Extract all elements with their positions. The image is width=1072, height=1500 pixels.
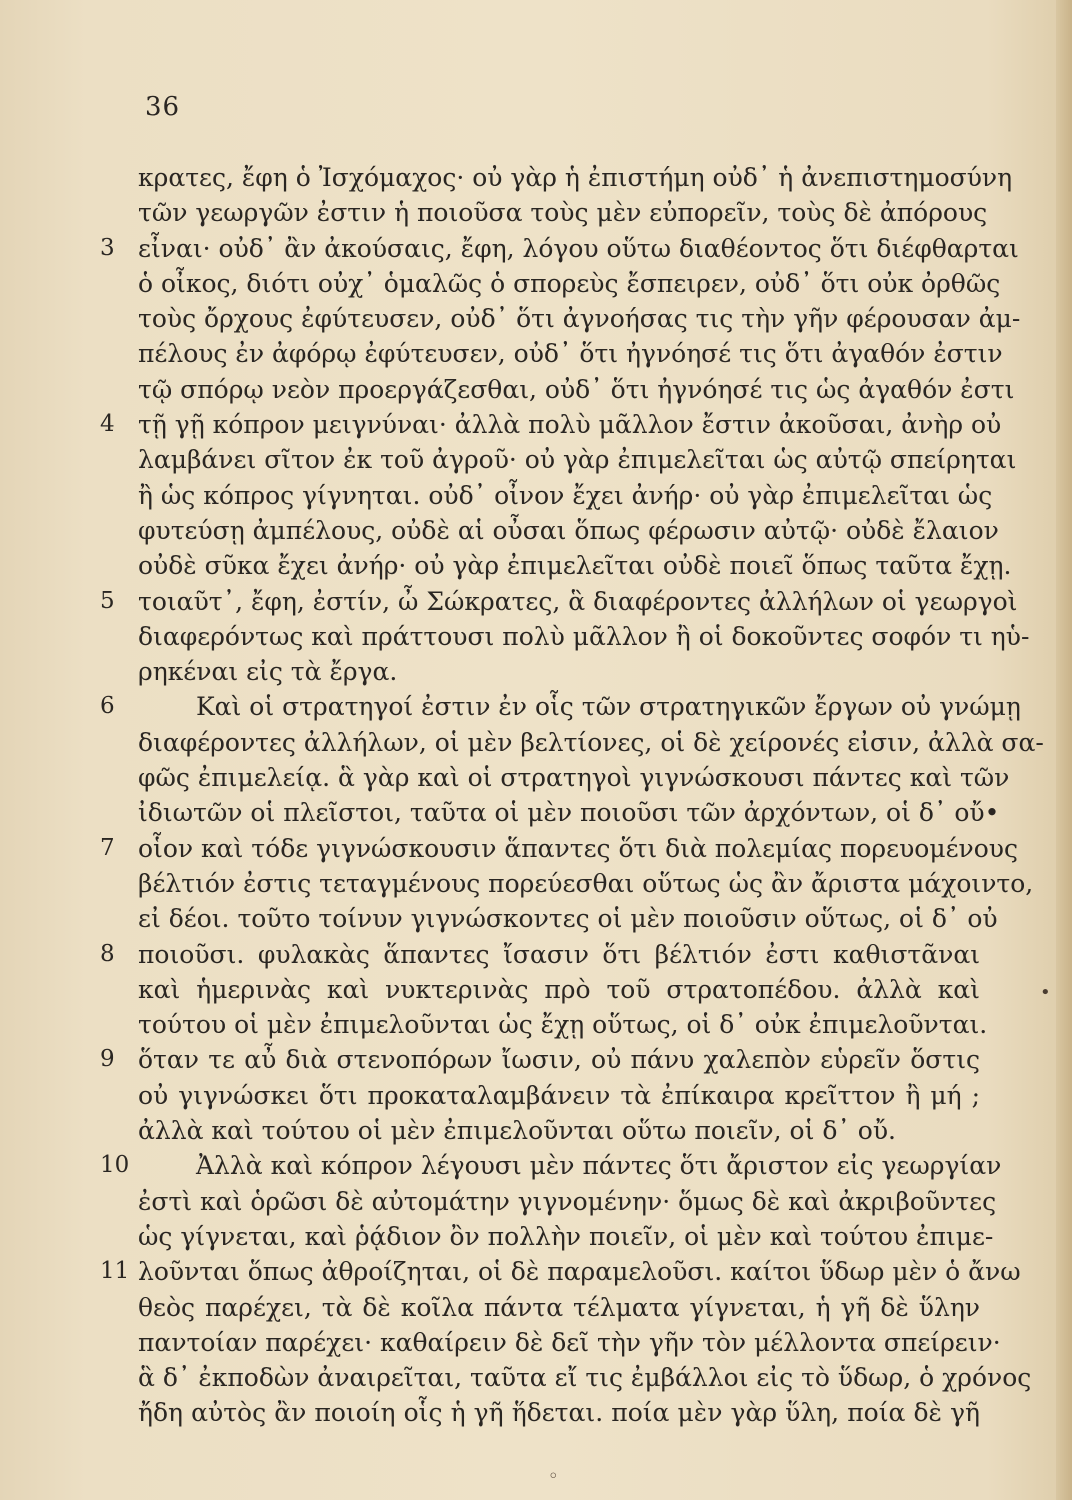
page-edge [1056, 0, 1072, 1500]
line-text: ἤδη αὐτὸς ἂν ποιοίη οἷς ἡ γῆ ἥδεται. ποία μὲν γὰρ ὕλη, ποία δὲ γῆ [138, 1398, 980, 1428]
line-text: Καὶ οἱ στρατηγοί ἐστιν ἐν οἷς τῶν στρατηγικῶν ἔργων οὐ γνώμῃ [196, 692, 1021, 722]
text-line [100, 831, 1018, 866]
text-line [100, 407, 1002, 442]
line-text: τῇ γῇ κόπρον μειγνύναι· ἀλλὰ πολὺ μᾶλλον ἔστιν ἀκοῦσαι, ἀνὴρ οὐ [138, 410, 1002, 440]
section-number: 4 [100, 411, 115, 438]
text-line [100, 1254, 1021, 1289]
line-text: εἶναι· οὐδ᾽ ἂν ἀκούσαις, ἔφη, λόγου οὕτω διαθέοντος ὅτι διέφθαρται [138, 233, 1019, 263]
section-number: 11 [100, 1258, 130, 1285]
section-number: 7 [100, 834, 115, 861]
text-line [100, 513, 999, 548]
text-line [100, 1395, 980, 1430]
line-text: ποιοῦσι. φυλακὰς ἅπαντες ἴσασιν ὅτι βέλτιόν ἐστι καθιστᾶναι [138, 939, 980, 969]
line-text: ἐστὶ καὶ ὁρῶσι δὲ αὐτομάτην γιγνομένην· ὅμως δὲ καὶ ἀκριβοῦντες [138, 1186, 997, 1216]
section-number: 3 [100, 234, 115, 261]
line-text: λοῦνται ὅπως ἀθροίζηται, οἱ δὲ παραμελοῦσι. καίτοι ὕδωρ μὲν ὁ ἄνω [138, 1257, 1021, 1287]
line-text: ἰδιωτῶν οἱ πλεῖστοι, ταῦτα οἱ μὲν ποιοῦσι τῶν ἀρχόντων, οἱ δ᾽ οὔ• [138, 798, 1000, 828]
text-line [100, 1184, 997, 1219]
stray-mark: ◦ [548, 1466, 559, 1487]
line-text: βέλτιόν ἐστις τεταγμένους πορεύεσθαι οὕτως ὡς ἂν ἄριστα μάχοιντο, [138, 868, 1034, 898]
text-line [100, 231, 1019, 266]
text-line [100, 1113, 980, 1148]
section-number: 8 [100, 940, 115, 967]
text-line [100, 725, 1044, 760]
text-line [100, 195, 988, 230]
text-line [100, 689, 1021, 724]
line-text: Ἀλλὰ καὶ κόπρον λέγουσι μὲν πάντες ὅτι ἄριστον εἰς γεωργίαν [196, 1151, 1002, 1181]
text-line [100, 972, 980, 1007]
line-text: φυτεύσῃ ἀμπέλους, οὐδὲ αἱ οὖσαι ὅπως φέρωσιν αὐτῷ· οὐδὲ ἔλαιον [138, 515, 999, 545]
text-line [100, 937, 980, 972]
page-number: 36 [145, 92, 181, 122]
text-line [100, 442, 1017, 477]
line-text: εἰ δέοι. τοῦτο τοίνυν γιγνώσκοντες οἱ μὲν ποιοῦσιν οὕτως, οἱ δ᾽ οὐ [138, 904, 998, 934]
text-line [100, 336, 1003, 371]
text-line [100, 478, 993, 513]
line-text: ὁ οἶκος, διότι οὐχ᾽ ὁμαλῶς ὁ σπορεὺς ἔσπειρεν, οὐδ᾽ ὅτι οὐκ ὀρθῶς [138, 268, 1001, 298]
line-text: πέλους ἐν ἀφόρῳ ἐφύτευσεν, οὐδ᾽ ὅτι ἠγνόησέ τις ὅτι ἀγαθόν ἐστιν [138, 339, 1003, 369]
text-line [100, 372, 1015, 407]
text-line [100, 1325, 1001, 1360]
text-line [100, 1360, 1032, 1395]
line-text: ἢ ὡς κόπρος γίγνηται. οὐδ᾽ οἶνον ἔχει ἀνήρ· οὐ γὰρ ἐπιμελεῖται ὡς [138, 480, 993, 510]
text-line [100, 584, 1018, 619]
text-line [100, 619, 1030, 654]
line-text: ρηκέναι εἰς τὰ ἔργα. [138, 657, 398, 687]
text-line [100, 1042, 980, 1077]
text-line [100, 548, 1012, 583]
line-text: ἃ δ᾽ ἐκποδὼν ἀναιρεῖται, ταῦτα εἴ τις ἐμβάλλοι εἰς τὸ ὕδωρ, ὁ χρόνος [138, 1363, 1032, 1393]
section-number: 9 [100, 1046, 115, 1073]
line-text: οὐ γιγνώσκει ὅτι προκαταλαμβάνειν τὰ ἐπίκαιρα κρεῖττον ἢ μή ; [138, 1080, 980, 1110]
line-text: διαφέροντες ἀλλήλων, οἱ μὲν βελτίονες, οἱ δὲ χείρονές εἰσιν, ἀλλὰ σα- [138, 727, 1044, 757]
line-text: θεὸς παρέχει, τὰ δὲ κοῖλα πάντα τέλματα γίγνεται, ἡ γῆ δὲ ὕλην [138, 1292, 980, 1322]
text-line [100, 160, 1013, 195]
line-text: οἷον καὶ τόδε γιγνώσκουσιν ἅπαντες ὅτι διὰ πολεμίας πορευομένους [138, 833, 1018, 863]
line-text: παντοίαν παρέχει· καθαίρειν δὲ δεῖ τὴν γῆν τὸν μέλλοντα σπείρειν· [138, 1327, 1001, 1357]
text-line [100, 1148, 1002, 1183]
text-line [100, 795, 1000, 830]
text-line [100, 1078, 980, 1113]
section-number: 5 [100, 587, 115, 614]
line-text: τῶν γεωργῶν ἐστιν ἡ ποιοῦσα τοὺς μὲν εὐπορεῖν, τοὺς δὲ ἀπόρους [138, 198, 988, 228]
greek-text-body [100, 160, 1044, 1431]
text-line [100, 1290, 980, 1325]
section-number: 6 [100, 693, 115, 720]
text-line [100, 654, 980, 689]
text-line [100, 760, 1010, 795]
section-number: 10 [100, 1152, 130, 1179]
line-text: ἀλλὰ καὶ τούτου οἱ μὲν ἐπιμελοῦνται οὕτω ποιεῖν, οἱ δ᾽ οὔ. [138, 1116, 897, 1146]
line-text: οὐδὲ σῦκα ἔχει ἀνήρ· οὐ γὰρ ἐπιμελεῖται οὐδὲ ποιεῖ ὅπως ταῦτα ἔχῃ. [138, 551, 1012, 581]
stray-mark: • [1040, 982, 1051, 1003]
text-line [100, 1007, 988, 1042]
line-text: τοιαῦτ᾽, ἔφη, ἐστίν, ὦ Σώκρατες, ἃ διαφέροντες ἀλλήλων οἱ γεωργοὶ [138, 586, 1018, 616]
line-text: καὶ ἡμερινὰς καὶ νυκτερινὰς πρὸ τοῦ στρατοπέδου. ἀλλὰ καὶ [138, 974, 980, 1004]
line-text: τῷ σπόρῳ νεὸν προεργάζεσθαι, οὐδ᾽ ὅτι ἠγνόησέ τις ὡς ἀγαθόν ἐστι [138, 374, 1015, 404]
text-line [100, 866, 1034, 901]
line-text: τούτου οἱ μὲν ἐπιμελοῦνται ὡς ἔχῃ οὕτως, οἱ δ᾽ οὐκ ἐπιμελοῦνται. [138, 1010, 988, 1040]
line-text: τοὺς ὄρχους ἐφύτευσεν, οὐδ᾽ ὅτι ἀγνοήσας τις τὴν γῆν φέρουσαν ἀμ- [138, 304, 1021, 334]
line-text: φῶς ἐπιμελείᾳ. ἃ γὰρ καὶ οἱ στρατηγοὶ γιγνώσκουσι πάντες καὶ τῶν [138, 763, 1010, 793]
text-line [100, 901, 998, 936]
line-text: ὡς γίγνεται, καὶ ῥᾴδιον ὂν πολλὴν ποιεῖν, οἱ μὲν καὶ τούτου ἐπιμε- [138, 1221, 994, 1251]
line-text: κρατες, ἔφη ὁ Ἰσχόμαχος· οὐ γὰρ ἡ ἐπιστήμη οὐδ᾽ ἡ ἀνεπιστημοσύνη [138, 163, 1013, 192]
line-text: διαφερόντως καὶ πράττουσι πολὺ μᾶλλον ἢ οἱ δοκοῦντες σοφόν τι ηὑ- [138, 621, 1030, 651]
line-text: λαμβάνει σῖτον ἐκ τοῦ ἀγροῦ· οὐ γὰρ ἐπιμελεῖται ὡς αὐτῷ σπείρηται [138, 445, 1017, 475]
text-line [100, 301, 1021, 336]
line-text: ὅταν τε αὖ διὰ στενοπόρων ἴωσιν, οὐ πάνυ χαλεπὸν εὑρεῖν ὅστις [138, 1045, 980, 1075]
text-line [100, 266, 1001, 301]
text-line [100, 1219, 994, 1254]
